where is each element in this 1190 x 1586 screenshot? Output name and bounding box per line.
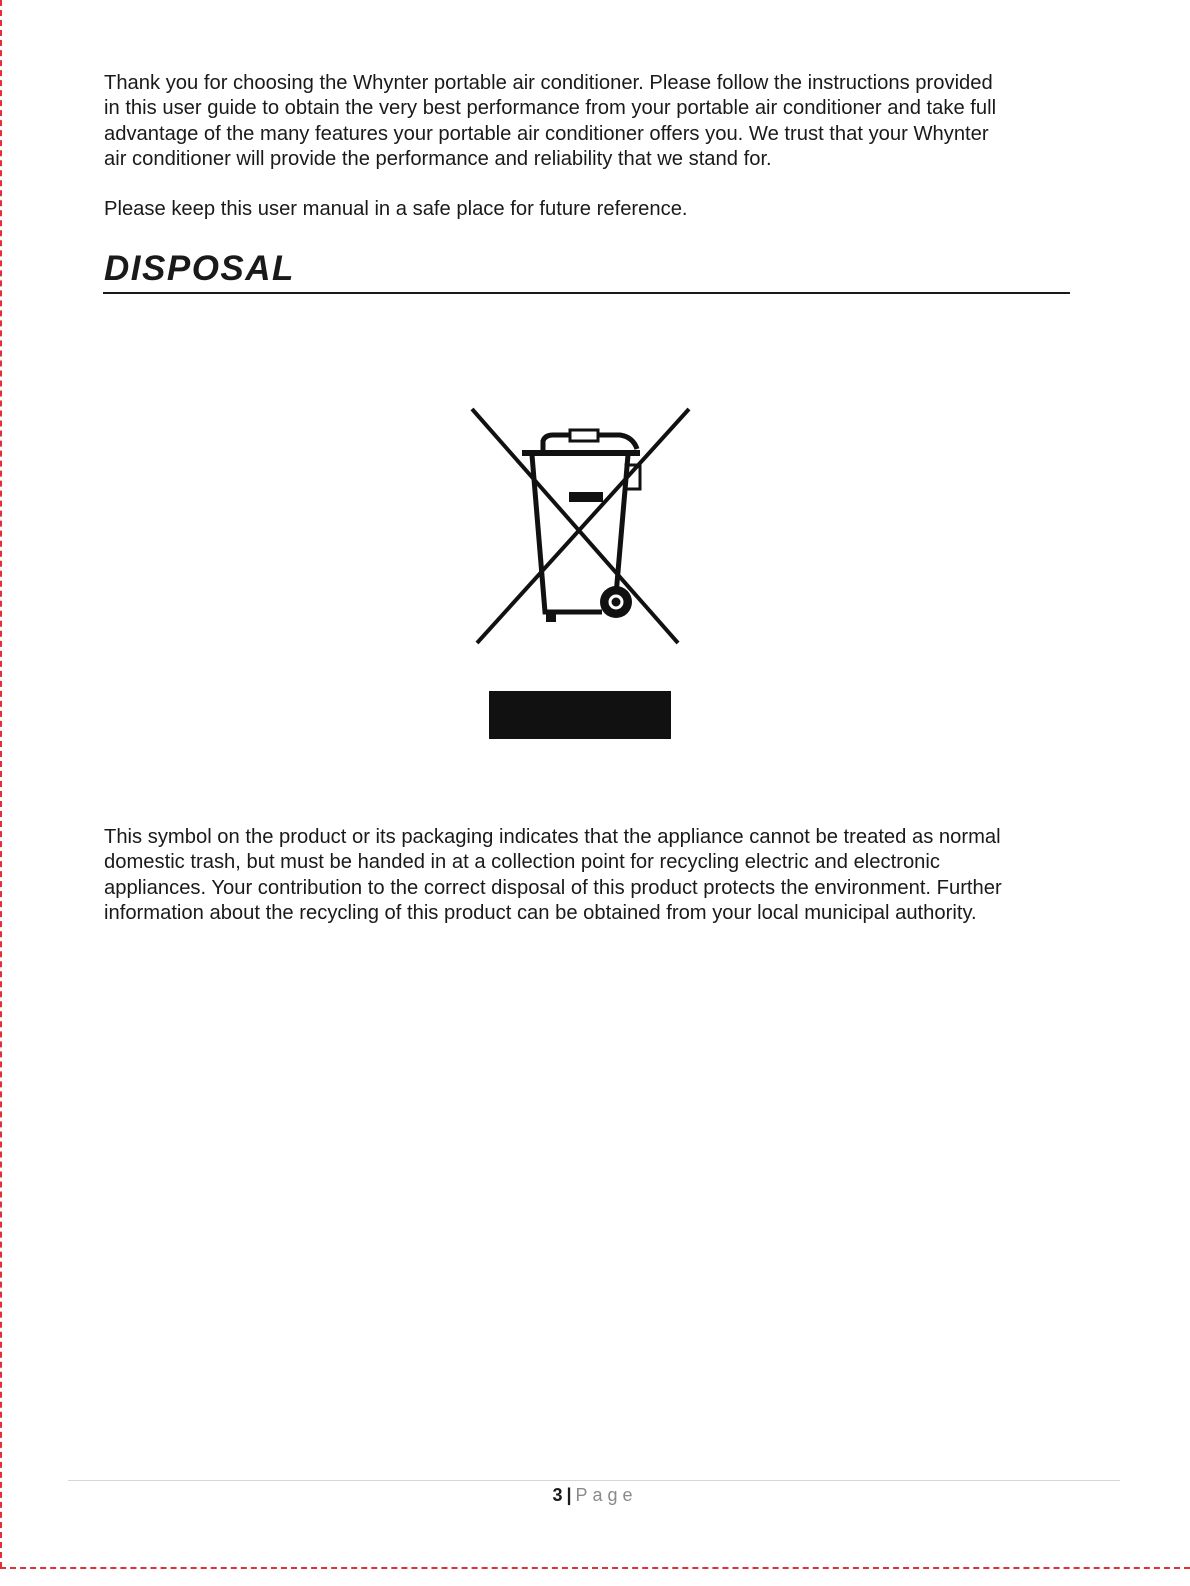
intro-line: advantage of the many features your portable air conditioner offers you. We trust that your Whynter <box>104 122 989 145</box>
intro-line: Thank you for choosing the Whynter portable air conditioner. Please follow the instructions provided <box>104 72 993 94</box>
notice-line: This symbol on the product or its packaging indicates that the appliance cannot be treated as normal <box>104 826 1001 848</box>
page-border-left <box>0 0 2 1568</box>
footer-divider <box>68 1480 1120 1481</box>
intro-line: in this user guide to obtain the very best performance from your portable air conditioner and take full <box>104 97 997 120</box>
black-bar <box>489 691 671 739</box>
page-footer <box>0 1484 1190 1506</box>
page-number: 3 <box>552 1485 563 1505</box>
keep-manual-note: Please keep this user manual in a safe place for future reference. <box>104 198 688 220</box>
page-label: Page <box>575 1485 638 1505</box>
page-border-bottom <box>0 1567 1190 1569</box>
disposal-notice-paragraph <box>104 825 1094 926</box>
intro-paragraph <box>104 71 1094 172</box>
intro-line: air conditioner will provide the performance and reliability that we stand for. <box>104 147 772 170</box>
crossed-out-wheelie-bin-icon <box>470 405 695 650</box>
footer-separator: | <box>566 1485 572 1505</box>
heading-underline <box>103 292 1070 294</box>
notice-line: appliances. Your contribution to the correct disposal of this product protects the environment. Further <box>104 876 1002 899</box>
section-heading: DISPOSAL <box>104 249 295 288</box>
notice-line: information about the recycling of this product can be obtained from your local municipal authority. <box>104 901 977 924</box>
notice-line: domestic trash, but must be handed in at a collection point for recycling electric and electronic <box>104 851 940 874</box>
